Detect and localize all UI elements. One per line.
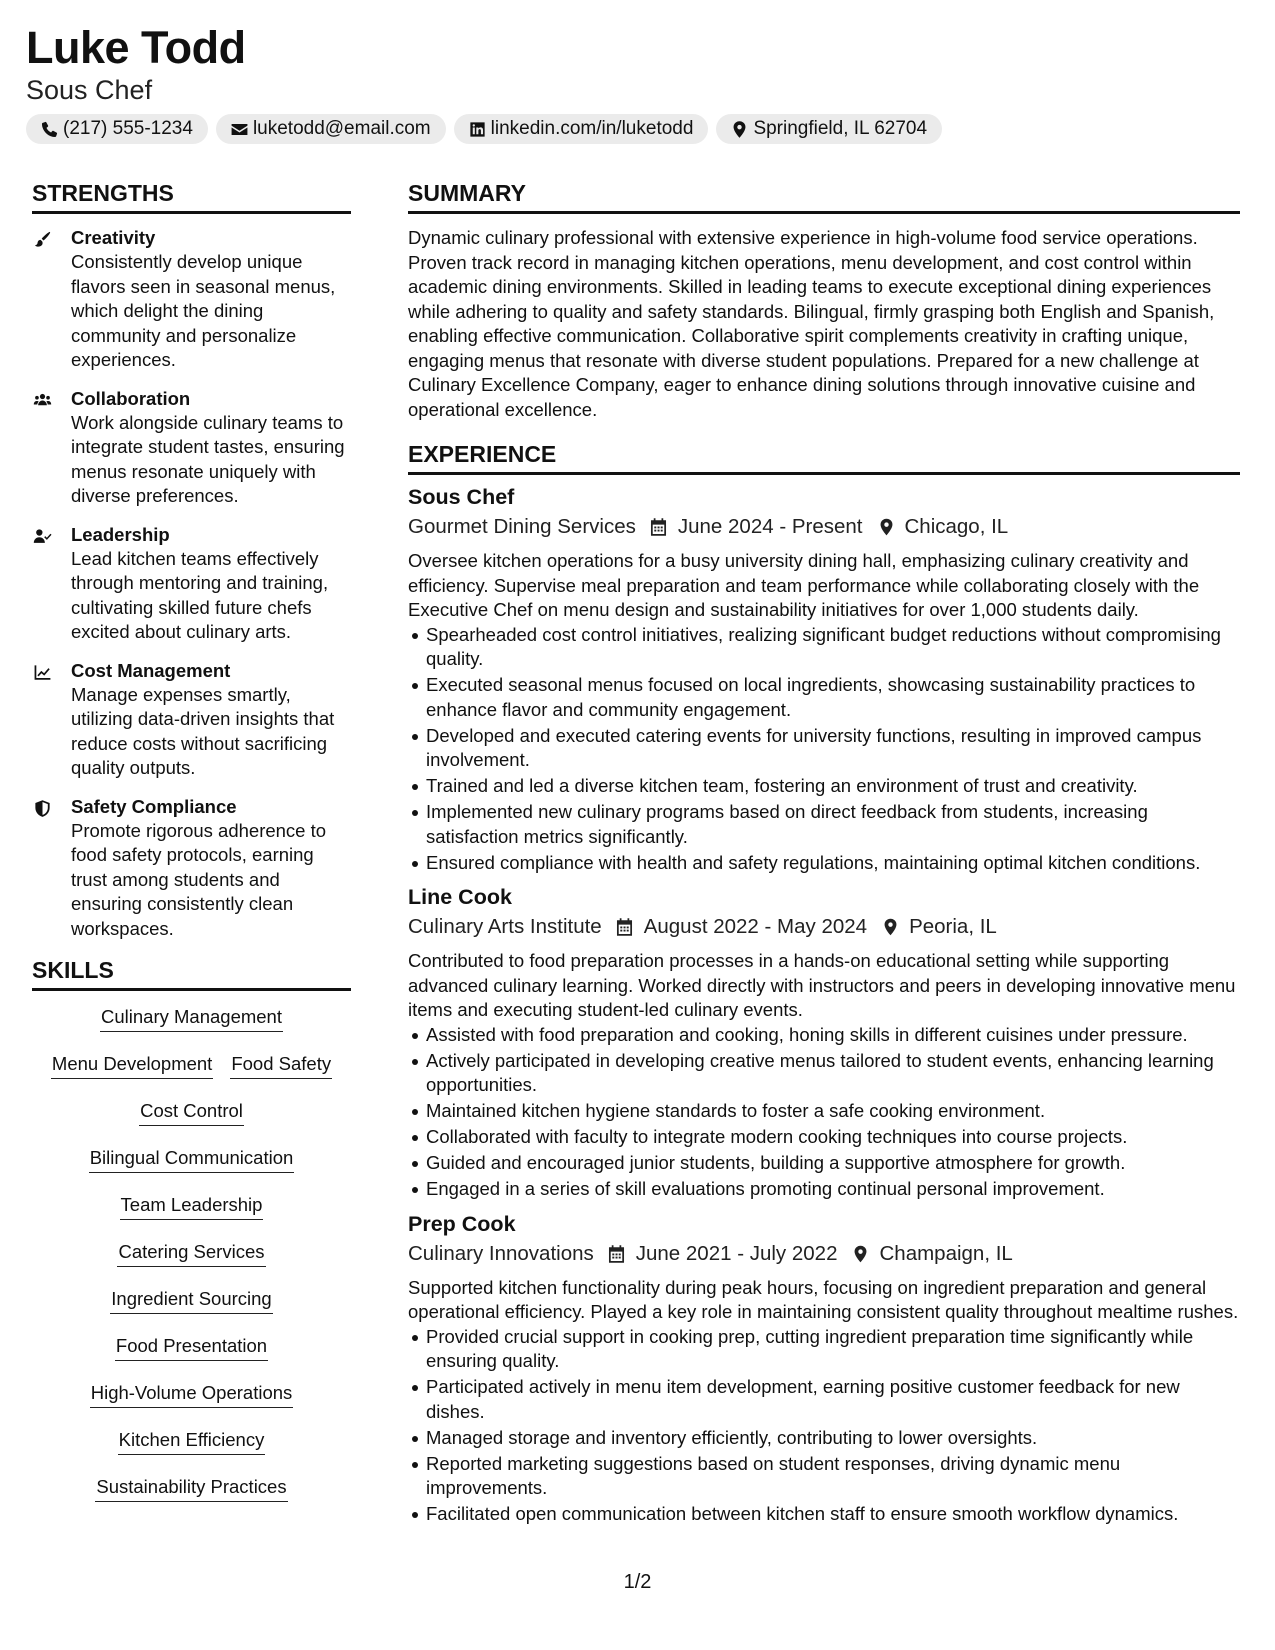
job-dates: August 2022 - May 2024 xyxy=(643,915,868,938)
job-company: Gourmet Dining Services xyxy=(408,515,636,538)
skills-heading: SKILLS xyxy=(32,955,351,991)
contact-email[interactable] xyxy=(216,114,446,144)
job-bullet: Engaged in a series of skill evaluations promoting continual personal improvement. xyxy=(426,1177,1240,1202)
strength-desc: Work alongside culinary teams to integrate student tastes, ensuring menus resonate uniquely with diverse preferences. xyxy=(71,411,345,506)
skill-tag: Food Presentation xyxy=(115,1334,268,1361)
job-location: Chicago, IL xyxy=(904,515,1009,538)
job-bullet: Developed and executed catering events for university functions, resulting in improved campus involvement. xyxy=(426,724,1240,773)
line-chart-icon xyxy=(32,663,53,682)
strength-name: Creativity xyxy=(71,227,156,248)
location-pin-icon xyxy=(877,517,896,537)
job-location: Peoria, IL xyxy=(909,915,997,938)
skill-tag: Bilingual Communication xyxy=(89,1146,295,1173)
left-column xyxy=(32,178,351,1502)
job-bullet: Assisted with food preparation and cooking, honing skills in different cuisines under pressure. xyxy=(426,1023,1240,1048)
job-bullet: Facilitated open communication between kitchen staff to ensure smooth workflow dynamics. xyxy=(426,1502,1240,1527)
right-column xyxy=(408,178,1240,1528)
location-pin-icon xyxy=(881,917,900,937)
skill-tag: High-Volume Operations xyxy=(90,1381,294,1408)
location-pin-icon xyxy=(730,120,749,139)
job-description: Contributed to food preparation processes in a hands-on educational setting while supporting advanced culinary learning. Worked directly with instructors and peers in developing innovative menu items and executing student-led culinary events. xyxy=(408,950,1236,1020)
contact-linkedin-text: linkedin.com/in/luketodd xyxy=(490,118,694,139)
calendar-icon xyxy=(615,917,634,937)
skill-tag: Kitchen Efficiency xyxy=(118,1428,266,1455)
user-check-icon xyxy=(32,527,53,546)
contact-email-text: luketodd@email.com xyxy=(252,118,431,139)
skill-tag: Culinary Management xyxy=(100,1005,283,1032)
summary-heading: SUMMARY xyxy=(408,178,1240,214)
job-bullet: Guided and encouraged junior students, building a supportive atmosphere for growth. xyxy=(426,1151,1240,1176)
contact-linkedin[interactable] xyxy=(454,114,709,144)
skill-tag: Food Safety xyxy=(230,1052,332,1079)
strength-name: Safety Compliance xyxy=(71,795,237,817)
job-bullet: Actively participated in developing creative menus tailored to student events, enhancing learning opportunities. xyxy=(426,1049,1240,1098)
contact-location[interactable] xyxy=(716,114,942,144)
candidate-name: Luke Todd xyxy=(26,22,246,73)
strength-desc: Lead kitchen teams effectively through mentoring and training, cultivating skilled future chefs excited about culinary arts. xyxy=(71,547,329,642)
strength-desc: Consistently develop unique flavors seen in seasonal menus, which delight the dining community and personalize experiences. xyxy=(71,251,336,370)
job-bullets xyxy=(408,1023,1240,1202)
job-bullet: Implemented new culinary programs based on direct feedback from students, increasing satisfaction metrics significantly. xyxy=(426,800,1240,849)
job-description: Supported kitchen functionality during peak hours, focusing on ingredient preparation and general operational efficiency. Played a key role in maintaining consistent quality throughout mealtime rushes. xyxy=(408,1276,1239,1322)
job-bullet: Provided crucial support in cooking prep, cutting ingredient preparation time significantly while ensuring quality. xyxy=(426,1325,1240,1374)
job-bullet: Maintained kitchen hygiene standards to foster a safe cooking environment. xyxy=(426,1099,1240,1124)
job-bullets xyxy=(408,623,1240,876)
contact-location-text: Springfield, IL 62704 xyxy=(753,118,928,139)
candidate-title: Sous Chef xyxy=(26,75,153,105)
job-bullet: Executed seasonal menus focused on local ingredients, showcasing sustainability practices to enhance flavor and community engagement. xyxy=(426,673,1240,722)
skill-tag: Catering Services xyxy=(117,1240,265,1267)
job-entry xyxy=(408,883,1240,1202)
job-title: Prep Cook xyxy=(408,1211,516,1236)
linkedin-icon xyxy=(468,120,487,139)
experience-heading: EXPERIENCE xyxy=(408,439,1240,475)
skill-tag: Team Leadership xyxy=(120,1193,264,1220)
skill-tag: Ingredient Sourcing xyxy=(110,1287,272,1314)
shield-icon xyxy=(32,799,53,818)
job-description: Oversee kitchen operations for a busy university dining hall, emphasizing culinary creativity and efficiency. Supervise meal preparation and team performance while collaborating closely with the Executive Chef on menu design and sustainability initiatives for over 1,000 students daily. xyxy=(408,550,1200,620)
skill-tag: Menu Development xyxy=(51,1052,213,1079)
strength-desc: Manage expenses smartly, utilizing data-driven insights that reduce costs without sacrificing quality outputs. xyxy=(71,683,335,778)
phone-icon xyxy=(40,120,59,139)
strength-item xyxy=(32,387,351,509)
calendar-icon xyxy=(649,517,668,537)
job-entry xyxy=(408,1210,1240,1527)
skills-list xyxy=(32,1005,351,1502)
strength-name: Leadership xyxy=(71,523,170,545)
contact-phone-text: (217) 555-1234 xyxy=(63,118,193,139)
strength-desc: Promote rigorous adherence to food safety protocols, earning trust among students and ensuring consistently clean workspaces. xyxy=(71,819,327,939)
strength-name: Cost Management xyxy=(71,659,231,681)
strengths-list xyxy=(32,226,351,941)
calendar-icon xyxy=(607,1244,626,1264)
strength-item xyxy=(32,523,351,645)
strength-item xyxy=(32,659,351,781)
job-bullet: Reported marketing suggestions based on student responses, driving dynamic menu improvements. xyxy=(426,1452,1240,1501)
strength-name: Collaboration xyxy=(71,387,191,409)
resume-header xyxy=(26,22,246,106)
contact-bar xyxy=(26,114,942,144)
job-bullet: Participated actively in menu item development, earning positive customer feedback for new dishes. xyxy=(426,1375,1240,1424)
job-bullet: Managed storage and inventory efficiently, contributing to lower oversights. xyxy=(426,1426,1240,1451)
envelope-icon xyxy=(230,120,249,139)
job-company: Culinary Innovations xyxy=(408,1241,594,1265)
job-company: Culinary Arts Institute xyxy=(408,915,602,938)
job-dates: June 2024 - Present xyxy=(677,515,863,538)
page-number: 1/2 xyxy=(623,1571,652,1593)
skill-tag: Cost Control xyxy=(139,1099,244,1126)
job-bullet: Spearheaded cost control initiatives, realizing significant budget reductions without compromising quality. xyxy=(426,623,1240,672)
job-title: Line Cook xyxy=(408,885,512,909)
job-bullet: Trained and led a diverse kitchen team, fostering an environment of trust and creativity. xyxy=(426,774,1240,799)
paintbrush-icon xyxy=(32,230,53,249)
skill-tag: Sustainability Practices xyxy=(95,1475,287,1502)
strength-item xyxy=(32,226,351,373)
job-entry xyxy=(408,483,1240,875)
job-dates: June 2021 - July 2022 xyxy=(635,1241,838,1265)
location-pin-icon xyxy=(851,1244,870,1264)
job-location: Champaign, IL xyxy=(879,1241,1013,1265)
job-bullet: Collaborated with faculty to integrate modern cooking techniques into course projects. xyxy=(426,1125,1240,1150)
users-icon xyxy=(32,391,53,410)
summary-text: Dynamic culinary professional with extensive experience in high-volume food service operations. Proven track record in managing kitchen operations, menu development, and cost control within academic dining environments. Skilled in leading teams to execute exceptional dining experiences while adhering to quality and safety standards. Bilingual, firmly grasping both English and Spanish, enabling effective communication. Collaborative spirit complements creativity in crafting unique, engaging menus that resonate with diverse student populations. Prepared for a new challenge at Culinary Excellence Company, eager to enhance dining solutions through innovative cuisine and operational excellence. xyxy=(408,227,1215,420)
contact-phone[interactable] xyxy=(26,114,208,144)
job-title: Sous Chef xyxy=(408,485,515,509)
job-bullet: Ensured compliance with health and safety regulations, maintaining optimal kitchen conditions. xyxy=(426,851,1240,876)
strength-item xyxy=(32,795,351,942)
job-bullets xyxy=(408,1325,1240,1527)
strengths-heading: STRENGTHS xyxy=(32,178,351,214)
